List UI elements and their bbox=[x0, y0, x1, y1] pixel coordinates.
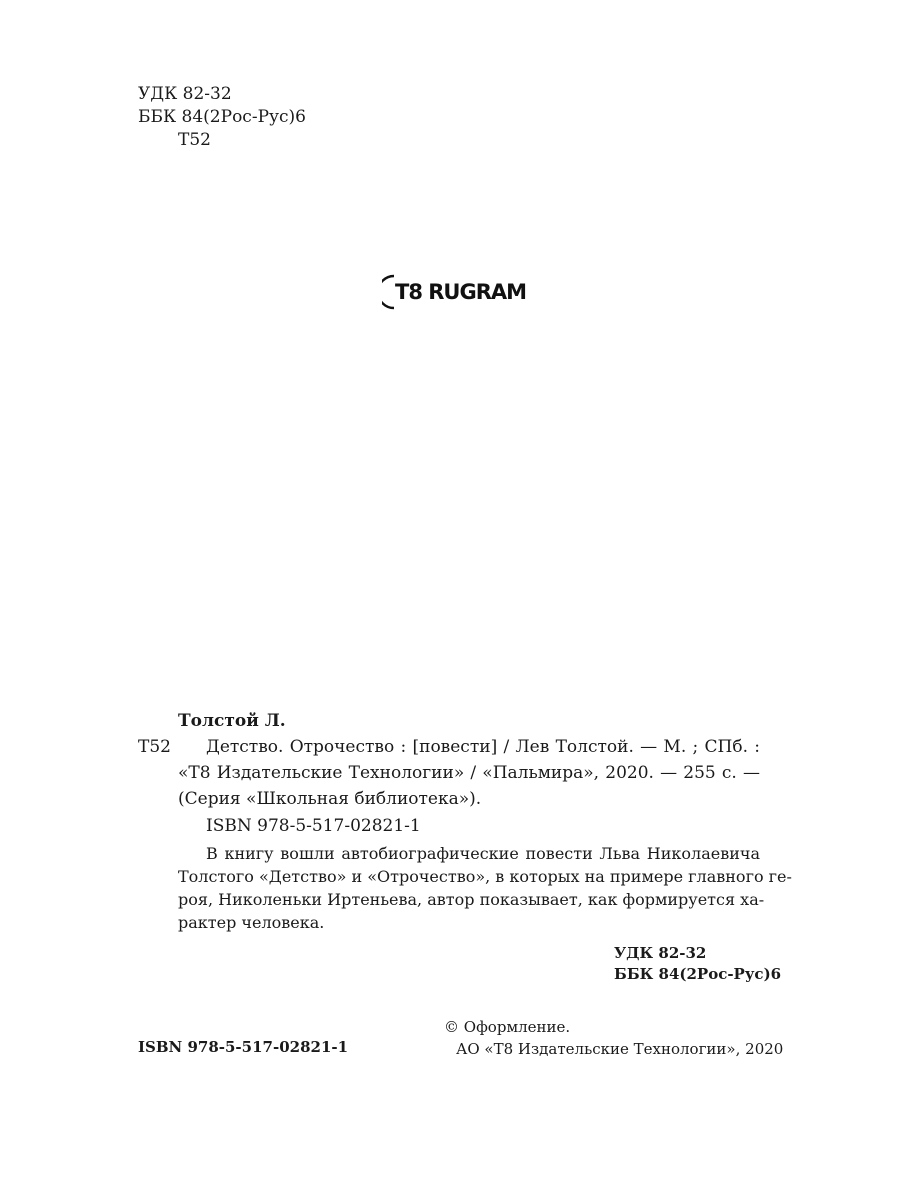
annotation-line: рактер человека. bbox=[178, 913, 325, 932]
header-bbk: ББК 84(2Рос-Рус)6 bbox=[138, 107, 306, 127]
header-author-code: Т52 bbox=[178, 130, 211, 150]
annotation-text: Толстого «Детство» и «Отрочество», в которых на примере главного ге- bbox=[178, 867, 792, 886]
t8-rugram-logo-icon bbox=[382, 272, 396, 312]
annotation-line bbox=[178, 888, 765, 911]
annotation-text: В книгу вошли автобиографические повести Льва Николаевича bbox=[206, 844, 760, 863]
publisher-notice: АО «Т8 Издательские Технологии», 2020 bbox=[456, 1040, 784, 1058]
copyright-notice: © Оформление. bbox=[444, 1018, 571, 1036]
entry-text: Детство. Отрочество : [повести] / Лев Толстой. — М. ; СПб. : bbox=[206, 737, 760, 757]
footer-isbn: ISBN 978-5-517-02821-1 bbox=[138, 1038, 349, 1056]
entry-title-line bbox=[206, 736, 760, 759]
entry-author: Толстой Л. bbox=[178, 711, 286, 731]
annotation-text: роя, Николеньки Иртеньева, автор показывает, как формируется ха- bbox=[178, 890, 765, 909]
entry-isbn: ISBN 978-5-517-02821-1 bbox=[206, 816, 421, 836]
classification-udk: УДК 82-32 bbox=[614, 944, 707, 962]
header-udk: УДК 82-32 bbox=[138, 84, 232, 104]
entry-text: «Т8 Издательские Технологии» / «Пальмира», 2020. — 255 с. — bbox=[178, 763, 760, 783]
entry-author-code: Т52 bbox=[138, 737, 171, 757]
annotation-line bbox=[178, 865, 792, 888]
entry-series-line: (Серия «Школьная библиотека»). bbox=[178, 789, 482, 809]
annotation-line bbox=[206, 842, 760, 865]
entry-publisher-line bbox=[178, 762, 760, 785]
logo-text: T8 RUGRAM bbox=[395, 280, 527, 304]
classification-bbk: ББК 84(2Рос-Рус)6 bbox=[614, 965, 782, 983]
publisher-logo bbox=[382, 272, 526, 312]
